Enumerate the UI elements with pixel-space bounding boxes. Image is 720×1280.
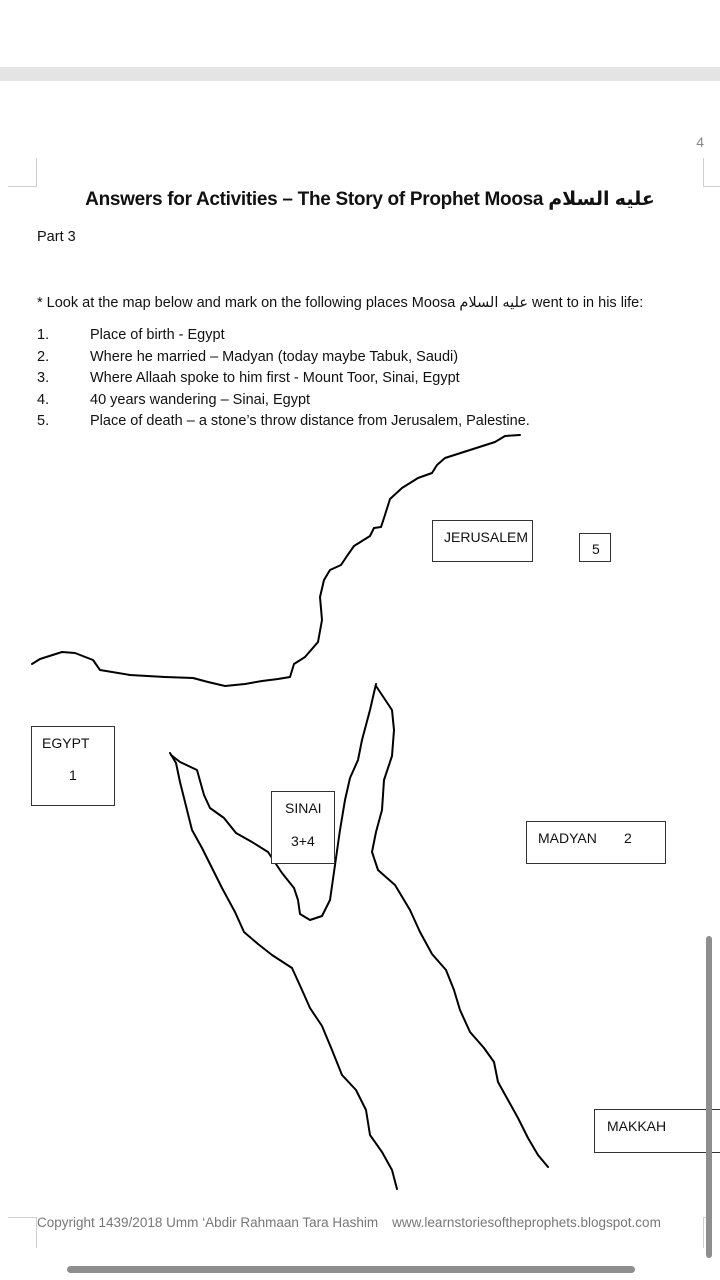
jerusalem-number-text: 5 xyxy=(592,541,600,557)
horizontal-scrollbar[interactable] xyxy=(67,1266,635,1273)
copyright-text: Copyright 1439/2018 Umm ‘Abdir Rahmaan Tara Hashim xyxy=(37,1215,379,1230)
vertical-scrollbar[interactable] xyxy=(706,936,712,1258)
part-heading: Part 3 xyxy=(37,229,76,245)
list-item-number: 5. xyxy=(37,413,50,429)
madyan-label xyxy=(526,821,666,864)
document-title: Answers for Activities – The Story of Prophet Moosa عليه السلام xyxy=(85,189,655,210)
makkah-label-text: MAKKAH xyxy=(607,1118,667,1134)
list-item-text: Place of birth - Egypt xyxy=(90,327,225,343)
madyan-label-text: MADYAN xyxy=(538,830,597,846)
list-item-text: 40 years wandering – Sinai, Egypt xyxy=(90,391,311,408)
sinai-label xyxy=(271,791,335,864)
page-footer xyxy=(37,1215,661,1230)
page-number: 4 xyxy=(696,134,704,150)
list-item-number: 3. xyxy=(37,370,50,386)
jerusalem-label xyxy=(432,520,533,562)
website-text: www.learnstoriesoftheprophets.blogspot.com xyxy=(392,1215,661,1230)
jerusalem-number-label xyxy=(579,533,611,562)
egypt-label xyxy=(31,726,115,806)
list-item-number: 4. xyxy=(37,391,50,408)
sinai-number-text: 3+4 xyxy=(291,833,315,849)
egypt-label-text: EGYPT xyxy=(42,735,90,751)
list-item-text: Place of death – a stone’s throw distance from Jerusalem, Palestine. xyxy=(90,413,530,429)
list-item-text: Where he married – Madyan (today maybe Tabuk, Saudi) xyxy=(90,348,459,365)
list-item-number: 1. xyxy=(37,327,50,343)
gulf-of-aqaba-and-red-sea-coast xyxy=(372,686,548,1167)
egypt-number-text: 1 xyxy=(69,767,77,783)
jerusalem-label-text: JERUSALEM xyxy=(444,529,529,545)
sinai-label-text: SINAI xyxy=(285,800,322,816)
madyan-number-text: 2 xyxy=(624,830,632,846)
makkah-label xyxy=(594,1109,720,1153)
list-item-text: Where Allaah spoke to him first - Mount Toor, Sinai, Egypt xyxy=(90,370,460,386)
instruction-text: * Look at the map below and mark on the following places Moosa عليه السلام went to in his life: xyxy=(37,295,644,311)
list-item-number: 2. xyxy=(37,348,50,365)
